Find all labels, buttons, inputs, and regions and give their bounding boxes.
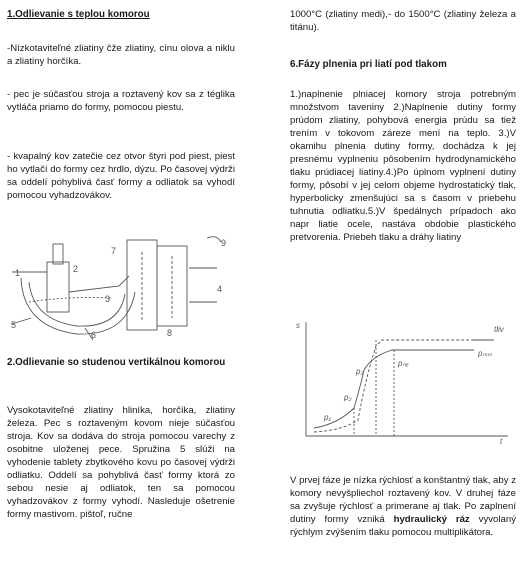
graph-label-p4: pₙₑ xyxy=(398,359,409,368)
hydraulic-shock-term: hydraulický ráz xyxy=(393,514,470,525)
section-7-text-b: vyvolaný rýchlym zvýšením tlaku pomocou multiplikátora. xyxy=(290,514,516,538)
sketch-label-9: 9 xyxy=(221,238,227,248)
section-2-title: 2.Odlievanie so studenou vertikálnou komorou xyxy=(7,357,226,368)
pressure-graph xyxy=(294,316,516,448)
pressure-graph-drawing xyxy=(294,316,516,448)
sketch-label-1: 1 xyxy=(15,268,21,278)
section-1-para-1: -Nízkotaviteľné zliatiny čže zliatiny, cínu olova a niklu a zliatiny horčíka. xyxy=(7,43,235,67)
sketch-label-6: 6 xyxy=(91,330,97,340)
graph-label-t: t xyxy=(500,437,503,446)
hot-chamber-sketch xyxy=(7,232,237,342)
sketch-label-4: 4 xyxy=(217,284,223,294)
section-7-para-1 xyxy=(290,474,516,539)
section-7-text-a: V prvej fáze je nízka rýchlosť a konštantný tlak, aby z komory nevyšpliechol roztavený kov. V druhej fáze sa zvyšuje rýchlosť a primerane aj tlak. Po zaplnení dutiny formy vzniká xyxy=(290,475,516,525)
sketch-label-3: 3 xyxy=(105,294,111,304)
section-1-para-3: - kvapalný kov zatečie cez otvor štyri pod piest, piest ho vytlačí do formy cez hrdlo, dýzu. Po časovej výdrži sa oddelí pohyblivá časť formy a odliatok sa vyhodí pomocou vyhadzovákov. xyxy=(7,151,235,201)
graph-label-p5: pₙₙₙ xyxy=(478,349,493,358)
section-1-para-2: - pec je súčasťou stroja a roztavený kov sa z téglika vytláča priamo do formy, pomocou piestu. xyxy=(7,89,235,113)
sketch-label-5: 5 xyxy=(11,320,17,330)
section-6-para-1: 1.)naplnenie plniacej komory stroja potrebným množstvom taveniny 2.)Naplnenie dutiny formy prúdom zliatiny, pohybová energia prúdu sa tiež trením v tokovom záreze mení na teplo. 3.)V okamihu plnenia dutiny formy, dochádza k jej presnému vyplneniu pôsobením hydrodynamického tlaku prúdiacej liatiny.4.)Po úplnom vyplnení dutiny formy, pôsobí v jej celom objeme hydrostatický tlak, hyperbolicky zmenšujúci sa s časom v priebehu tuhnutia odliatku.5.)V špedálnych prípadoch ako napr liatie ocele, nastáva obdobie plastického pretvorenia. Priebeh tlaku a dráhy liatiny xyxy=(290,89,516,243)
graph-label-p1: p₁ xyxy=(324,413,331,422)
sketch-label-8: 8 xyxy=(167,328,173,338)
sketch-label-7: 7 xyxy=(111,246,117,256)
intro-text: 1000°C (zliatiny medi),- do 1500°C (zliatiny železa a titánu). xyxy=(290,9,516,33)
section-6-title: 6.Fázy plnenia pri liatí pod tlakom xyxy=(290,59,447,70)
graph-label-s: s xyxy=(296,321,300,330)
graph-label-tliv: tliv xyxy=(494,325,504,334)
sketch-label-2: 2 xyxy=(73,264,79,274)
section-1-title: 1.Odlievanie s teplou komorou xyxy=(7,9,150,20)
section-2-para-1: Vysokotaviteľné zliatiny hliníka, horčíka, zliatiny železa. Pec s roztaveným kovom nieje súčasťou stroja. Kov sa dodáva do stroja pomocou varechy z osobitne uloženej pece. Spružina 5 slúži na vyhodenie tablety zbytkového kovu po časovej výdrži odliatku. Oddelí sa pohyblivá časť formy ktorá zo sebou nesie aj odliatok, ten sa pomocou vyhadzovákov z formy vyhodí. Nasleduje ošetrenie formy mastivom. pištoľ, ručne xyxy=(7,405,235,520)
hot-chamber-drawing xyxy=(7,232,237,342)
graph-label-p2: p₂ xyxy=(344,393,352,402)
graph-label-p3: p₃ xyxy=(356,367,364,376)
